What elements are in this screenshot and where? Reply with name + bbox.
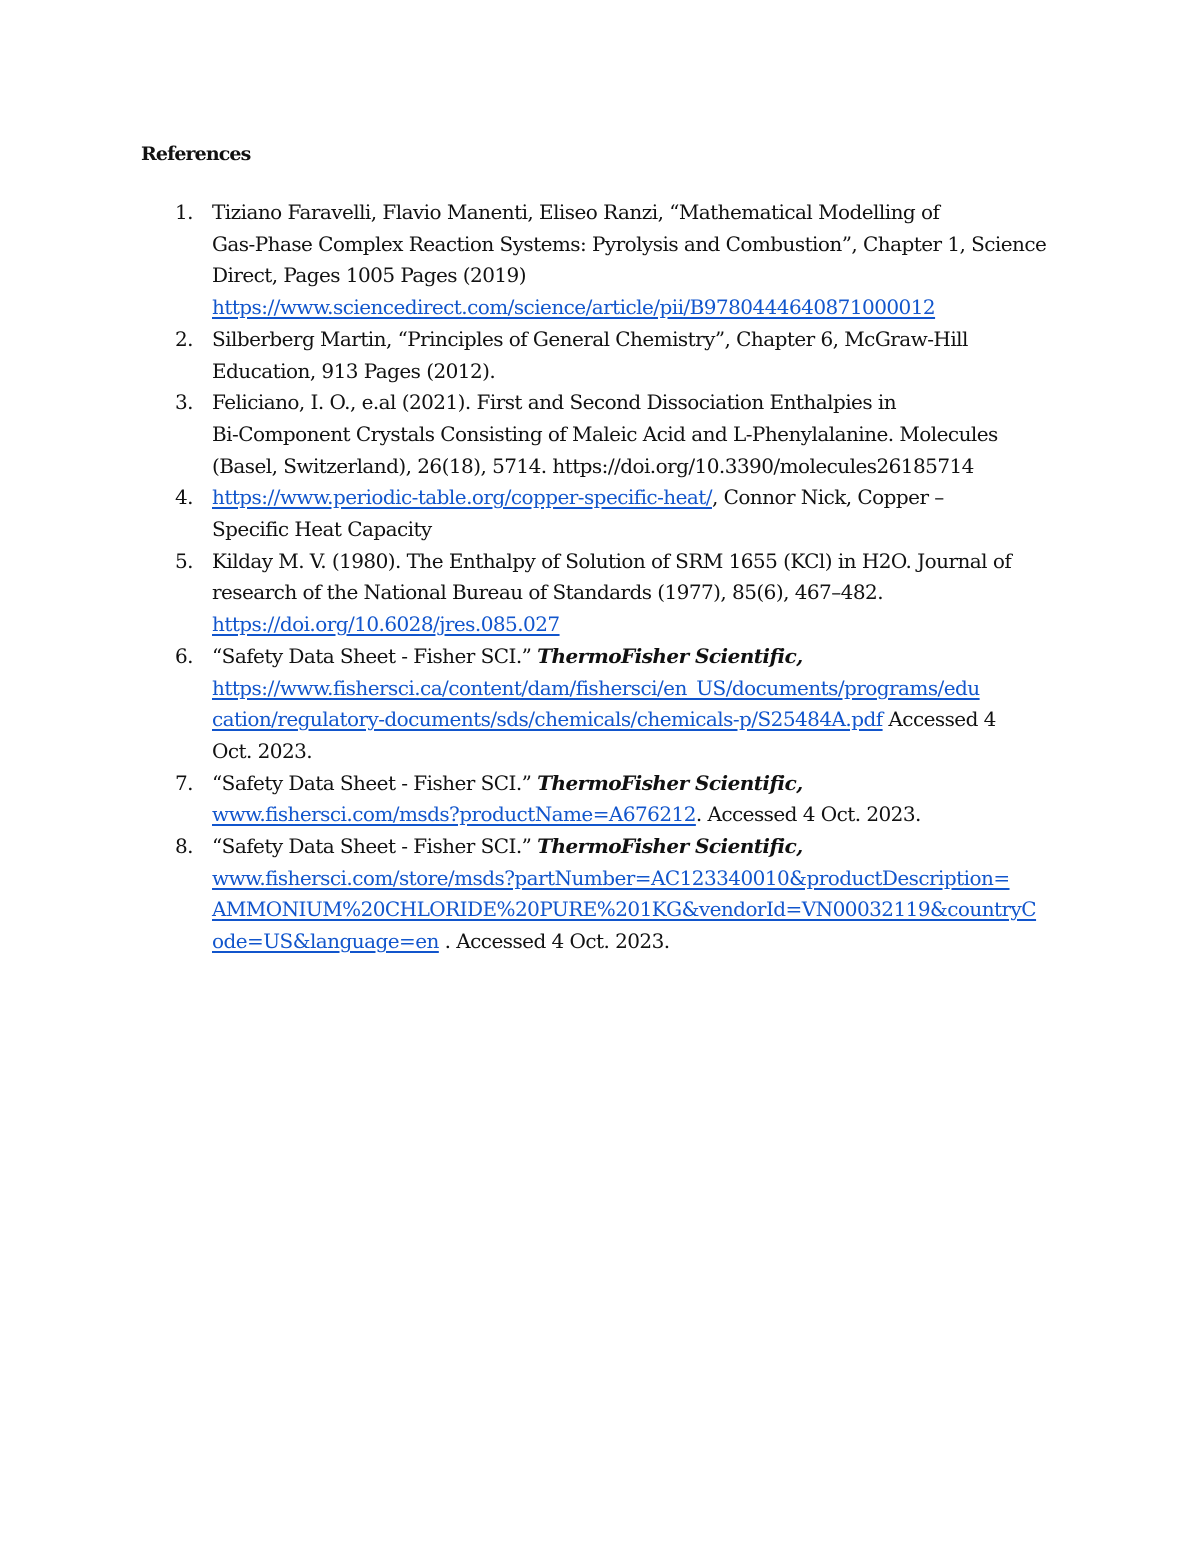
reference-source: ThermoFisher Scientific, bbox=[537, 770, 803, 795]
reference-list bbox=[141, 197, 1066, 958]
reference-text: Silberberg Martin, “Principles of General Chemistry”, Chapter 6, McGraw-Hill bbox=[212, 326, 968, 351]
reference-text: Gas-Phase Complex Reaction Systems: Pyrolysis and Combustion”, Chapter 1, Science bbox=[212, 231, 1047, 256]
reference-text: Bi-Component Crystals Consisting of Maleic Acid and L-Phenylalanine. Molecules bbox=[212, 421, 998, 446]
reference-text: Direct, Pages 1005 Pages (2019) bbox=[212, 263, 526, 288]
reference-number: 1. bbox=[175, 200, 193, 224]
references-heading: References bbox=[141, 143, 251, 165]
reference-number: 3. bbox=[175, 390, 193, 415]
reference-text: “Safety Data Sheet - Fisher SCI.” bbox=[212, 834, 538, 859]
reference-source: ThermoFisher Scientific, bbox=[537, 834, 803, 859]
reference-link[interactable]: www.fishersci.com/msds?productName=A676212 bbox=[212, 802, 696, 827]
reference-link[interactable]: ode=US&language=en bbox=[212, 929, 439, 954]
reference-number: 4. bbox=[175, 485, 193, 510]
reference-number: 6. bbox=[175, 643, 193, 668]
reference-text: “Safety Data Sheet - Fisher SCI.” bbox=[212, 643, 538, 668]
reference-link[interactable]: cation/regulatory-documents/sds/chemicals/chemicals-p/S25484A.pdf bbox=[212, 707, 883, 732]
reference-link[interactable]: https://www.periodic-table.org/copper-specific-heat/ bbox=[212, 485, 712, 510]
reference-item-8 bbox=[141, 831, 1066, 958]
reference-source: ThermoFisher Scientific, bbox=[537, 643, 803, 668]
reference-item-6 bbox=[141, 641, 1066, 768]
reference-link[interactable]: https://www.fishersci.ca/content/dam/fishersci/en_US/documents/programs/edu bbox=[212, 675, 980, 700]
reference-item-3 bbox=[141, 387, 1066, 482]
reference-item-5 bbox=[141, 546, 1066, 641]
reference-link[interactable]: https://doi.org/10.6028/jres.085.027 bbox=[212, 612, 560, 637]
reference-number: 5. bbox=[175, 548, 193, 573]
reference-text: (Basel, Switzerland), 26(18), 5714. https://doi.org/10.3390/molecules26185714 bbox=[212, 453, 974, 478]
reference-number: 2. bbox=[175, 326, 193, 351]
reference-number: 7. bbox=[175, 770, 193, 795]
reference-text: Oct. 2023. bbox=[212, 738, 313, 763]
reference-text: . Accessed 4 Oct. 2023. bbox=[438, 929, 670, 954]
reference-item-1 bbox=[141, 197, 1066, 324]
reference-link[interactable]: AMMONIUM%20CHLORIDE%20PURE%201KG&vendorId=VN00032119&countryC bbox=[212, 897, 1037, 922]
reference-text: Tiziano Faravelli, Flavio Manenti, Eliseo Ranzi, “Mathematical Modelling of bbox=[212, 200, 940, 224]
reference-text: Accessed 4 bbox=[882, 707, 996, 732]
reference-text: Specific Heat Capacity bbox=[212, 517, 432, 542]
reference-item-7 bbox=[141, 768, 1066, 831]
reference-text: “Safety Data Sheet - Fisher SCI.” bbox=[212, 770, 538, 795]
reference-text: , Connor Nick, Copper – bbox=[711, 485, 944, 510]
reference-text: research of the National Bureau of Standards (1977), 85(6), 467–482. bbox=[212, 580, 883, 605]
reference-number: 8. bbox=[175, 834, 193, 859]
reference-text: Education, 913 Pages (2012). bbox=[212, 358, 496, 383]
reference-text: Feliciano, I. O., e.al (2021). First and Second Dissociation Enthalpies in bbox=[212, 390, 897, 415]
reference-item-4 bbox=[141, 482, 1066, 545]
reference-text: Kilday M. V. (1980). The Enthalpy of Solution of SRM 1655 (KCl) in H2O. Journal of bbox=[212, 548, 1012, 573]
reference-text: . Accessed 4 Oct. 2023. bbox=[695, 802, 921, 827]
reference-link[interactable]: https://www.sciencedirect.com/science/article/pii/B9780444640871000012 bbox=[212, 295, 936, 320]
reference-item-2 bbox=[141, 324, 1066, 387]
reference-link[interactable]: www.fishersci.com/store/msds?partNumber=AC123340010&productDescription= bbox=[212, 865, 1010, 890]
